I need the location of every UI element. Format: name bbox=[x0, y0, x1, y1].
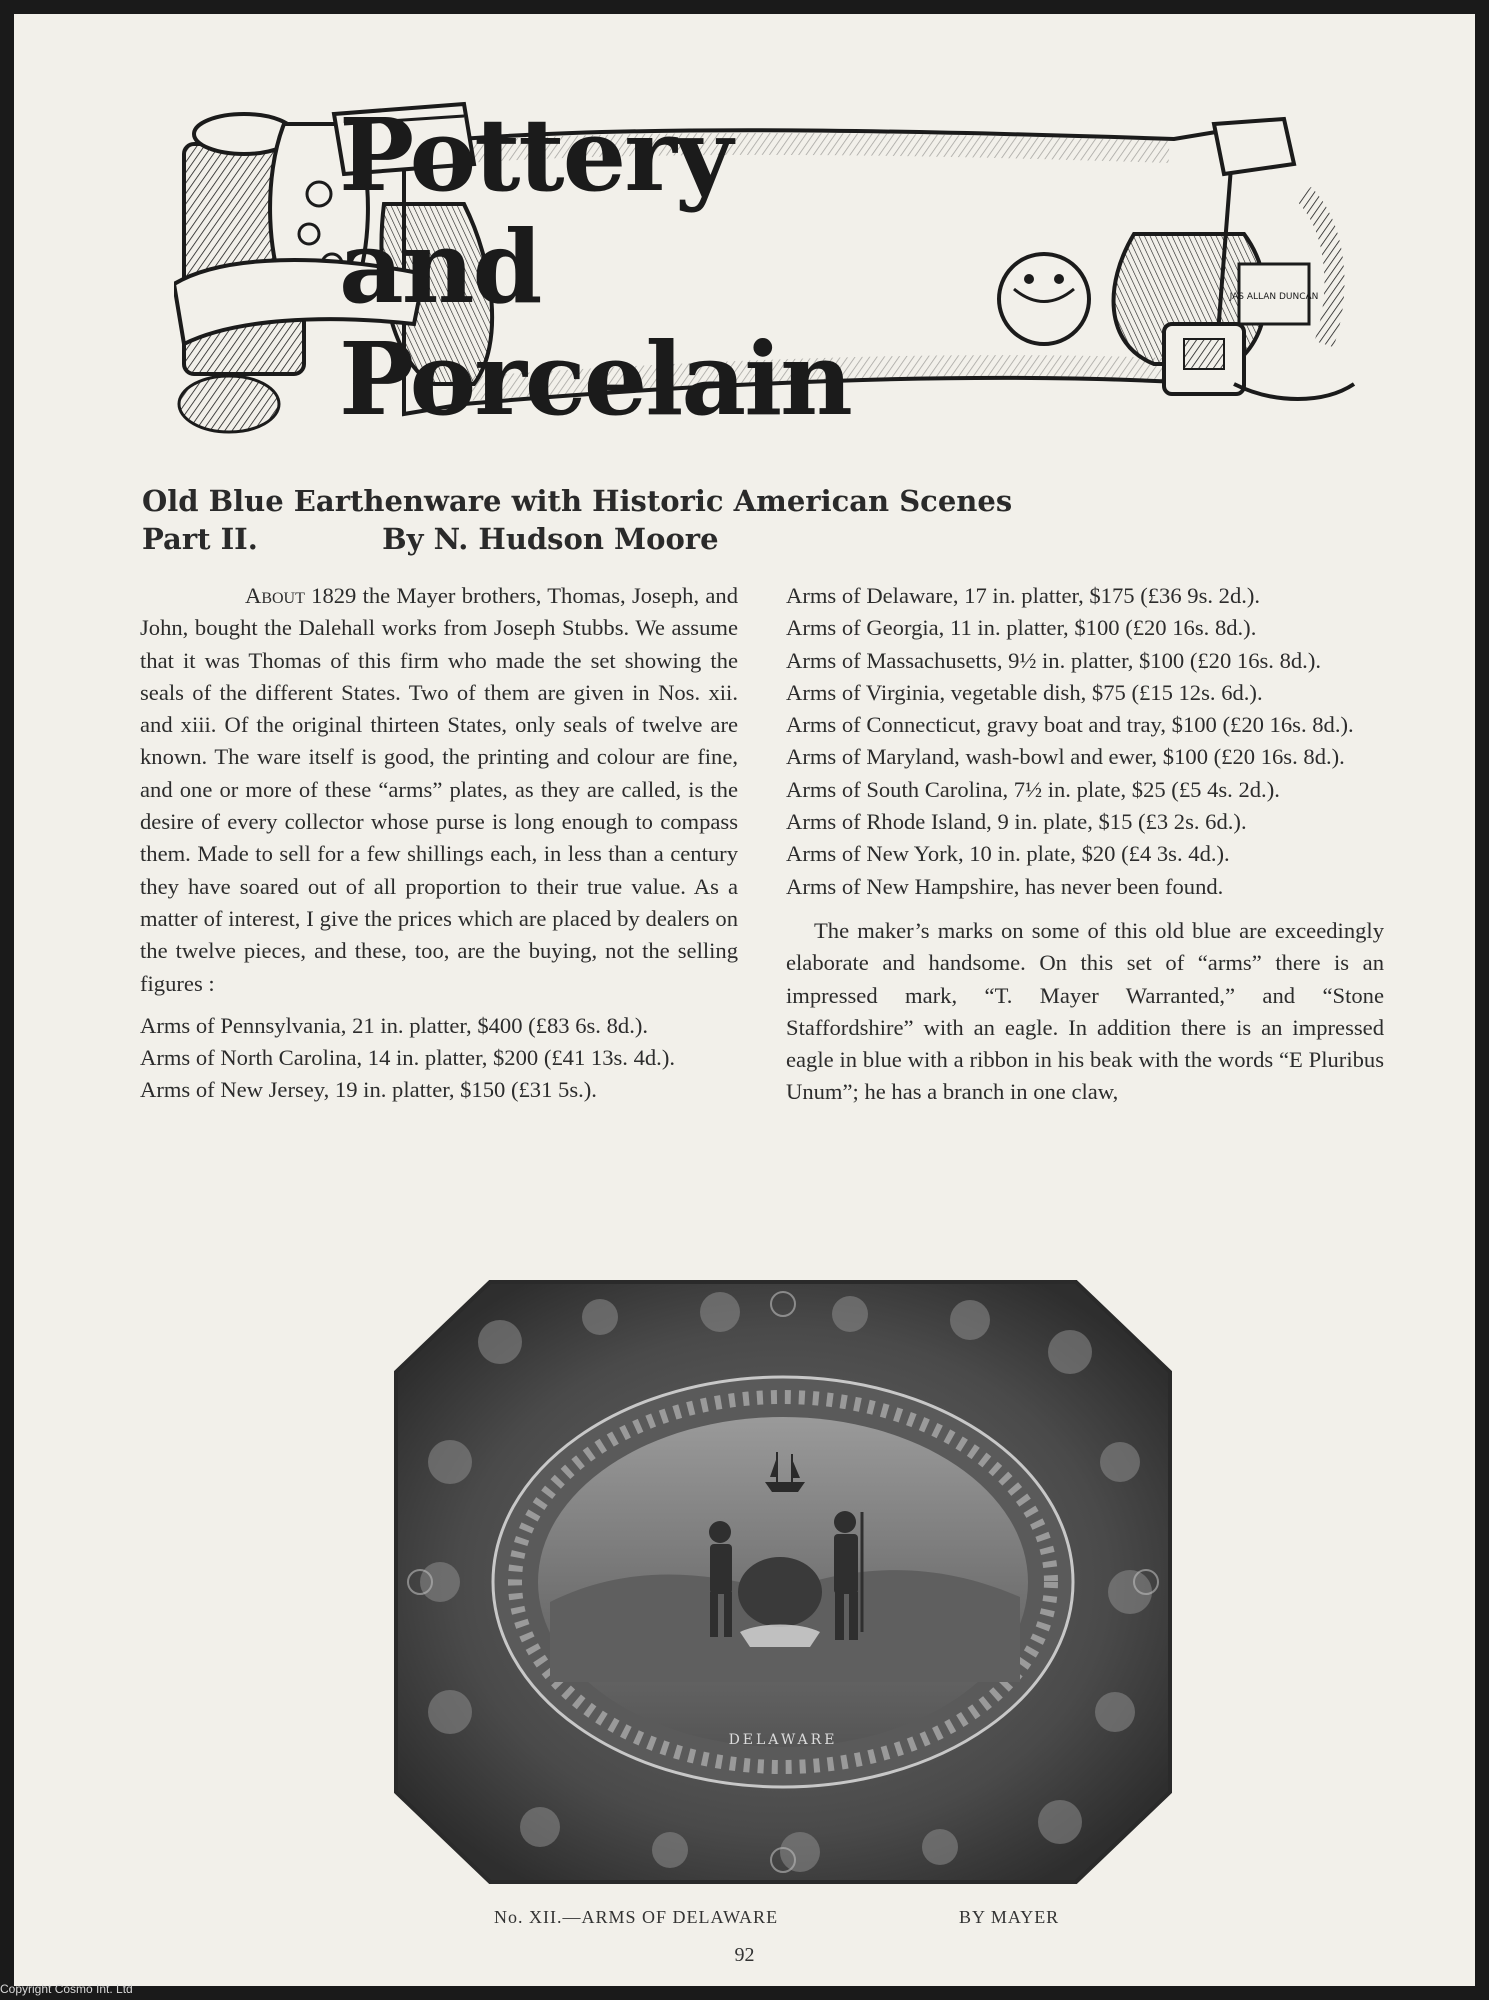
right-column bbox=[786, 580, 1384, 1109]
article-heading bbox=[142, 482, 1292, 558]
price-item: Arms of Rhode Island, 9 in. plate, $15 (£3 2s. 6d.). bbox=[786, 809, 1247, 835]
article-heading-row2 bbox=[142, 520, 1292, 558]
intro-first-word: About bbox=[245, 583, 305, 608]
banner-title-line2: Porcelain bbox=[339, 320, 851, 438]
price-item: Arms of Georgia, 11 in. platter, $100 (£20 16s. 8d.). bbox=[786, 615, 1257, 641]
banner-title-line1: Pottery and bbox=[339, 96, 732, 326]
price-item: Arms of Virginia, vegetable dish, $75 (£15 12s. 6d.). bbox=[786, 679, 1263, 705]
caption-right: BY MAYER bbox=[959, 1907, 1060, 1927]
price-item: Arms of South Carolina, 7½ in. plate, $25 (£5 4s. 2d.). bbox=[786, 776, 1280, 802]
banner-title bbox=[339, 96, 939, 438]
delaware-platter-photo bbox=[380, 1262, 1186, 1902]
page-number: 92 bbox=[734, 1944, 755, 1966]
intro-paragraph bbox=[140, 580, 738, 1000]
rim-text: DELAWARE bbox=[728, 1732, 838, 1748]
price-list-right bbox=[786, 580, 1384, 903]
shield-emblem bbox=[738, 1557, 822, 1627]
price-item: Arms of Maryland, wash-bowl and ewer, $100 (£20 16s. 8d.). bbox=[786, 744, 1345, 770]
price-item: Arms of New Hampshire, has never been found. bbox=[786, 873, 1224, 899]
price-item: Arms of New Jersey, 19 in. platter, $150 (£31 5s.). bbox=[140, 1077, 597, 1103]
figure-caption bbox=[494, 1907, 1094, 1928]
article-title: Old Blue Earthenware with Historic American Scenes bbox=[142, 484, 1013, 518]
left-column bbox=[140, 580, 738, 1107]
price-item: Arms of Massachusetts, 9½ in. platter, $100 (£20 16s. 8d.). bbox=[786, 647, 1322, 673]
price-item: Arms of New York, 10 in. plate, $20 (£4 3s. 4d.). bbox=[786, 841, 1230, 867]
article-part: Part II. bbox=[142, 522, 258, 556]
price-item: Arms of Pennsylvania, 21 in. platter, $400 (£83 6s. 8d.). bbox=[140, 1012, 649, 1038]
price-item: Arms of North Carolina, 14 in. platter, $200 (£41 13s. 4d.). bbox=[140, 1045, 675, 1071]
price-list-left bbox=[140, 1010, 738, 1107]
price-item: Arms of Delaware, 17 in. platter, $175 (£36 9s. 2d.). bbox=[786, 583, 1261, 608]
makers-marks-paragraph: The maker’s marks on some of this old blue are exceedingly elaborate and handsome. On this set of “arms” there is an impressed mark, “T. Mayer Warranted,” and “Stone Staffordshire” with an eagle. In addition there is an impressed eagle in blue with a ribbon in his beak with the words “E Pluribus Unum”; he has a branch in one claw, bbox=[786, 917, 1384, 1105]
price-item: Arms of Connecticut, gravy boat and tray, $100 (£20 16s. 8d.). bbox=[786, 712, 1354, 738]
caption-left: No. XII.—ARMS OF DELAWARE bbox=[494, 1907, 779, 1927]
page bbox=[14, 14, 1475, 1986]
jar-label: JAS ALLAN DUNCAN bbox=[1229, 292, 1319, 302]
intro-text: 1829 the Mayer brothers, Thomas, Joseph, and John, bought the Dalehall works from Joseph Stubbs. We assume that it was Thomas of this firm who made the set showing the seals of the different States. Two of them are given in Nos. xii. and xiii. Of the original thirteen States, only seals of twelve are known. The ware itself is good, the printing and colour are fine, and one or more of these “arms” plates, as they are called, is the desire of every collector whose purse is long enough to compass them. Made to sell for a few shillings each, in less than a century they have soared out of all proportion to their true value. As a matter of interest, I give the prices which are placed by dealers on the twelve pieces, and these, too, are the buying, not the selling figures : bbox=[140, 583, 739, 996]
article-byline: By N. Hudson Moore bbox=[382, 522, 719, 556]
copyright-notice: Copyright Cosmo Int. Ltd bbox=[0, 1982, 133, 1996]
